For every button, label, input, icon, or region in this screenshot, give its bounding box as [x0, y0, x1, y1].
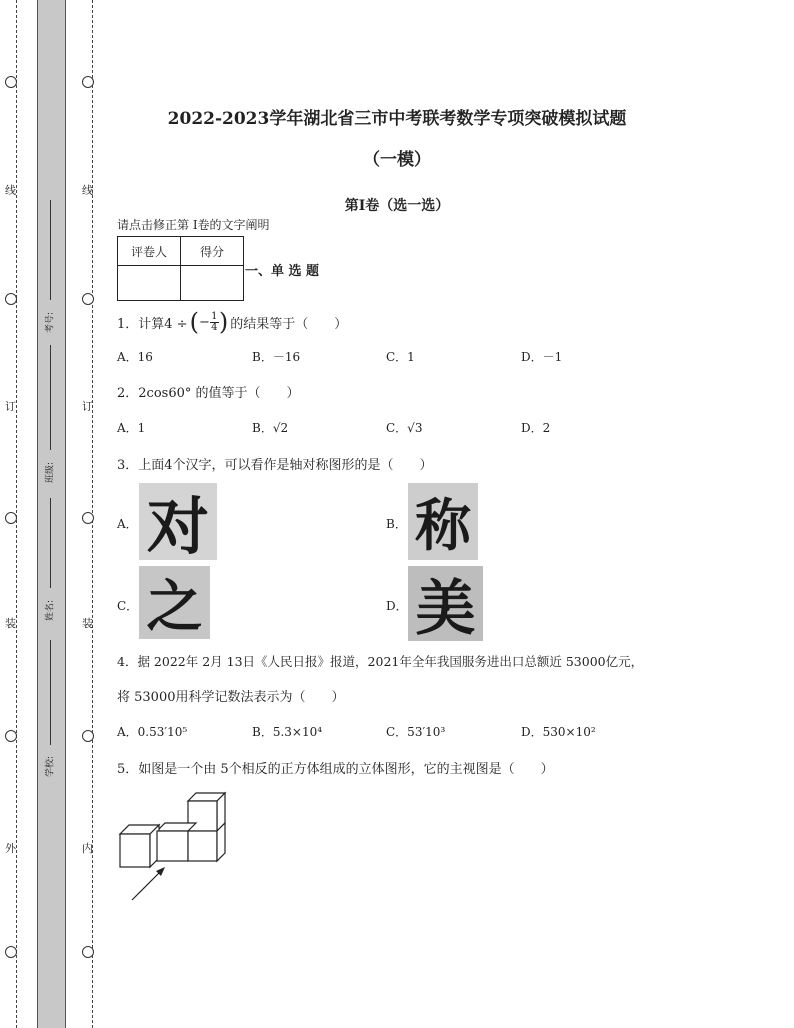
- section-title: 第I卷（选一选）: [344, 198, 450, 214]
- margin-char-nei: 内: [82, 842, 93, 855]
- binding-hole: [5, 293, 17, 305]
- question-1-suffix: 的结果等于（ ）: [230, 316, 348, 332]
- margin-char-wai: 外: [5, 842, 16, 855]
- margin-char-zhuang-outer: 装: [5, 617, 16, 630]
- question-1-fraction: ( − $\frac{1}{4}$ ): [189, 308, 229, 336]
- question-2: 2．2cos60° 的值等于（ ）: [117, 386, 300, 401]
- binding-hole: [82, 293, 94, 305]
- fraction-numerator: 1: [211, 310, 218, 322]
- q2-option-d[interactable]: D．2: [521, 421, 551, 435]
- field-line-school: [50, 640, 51, 745]
- margin-char-xian-inner: 线: [82, 184, 93, 197]
- binding-hole: [82, 730, 94, 742]
- question-3: 3．上面4个汉字，可以看作是轴对称图形的是（ ）: [117, 458, 433, 473]
- margin-char-ding-inner: 订: [82, 400, 93, 413]
- q3-option-c[interactable]: C．: [117, 599, 139, 613]
- q3-option-d[interactable]: D．: [386, 599, 408, 613]
- binding-hole: [5, 76, 17, 88]
- binding-hole: [82, 946, 94, 958]
- question-1: [117, 308, 347, 336]
- q1-option-c[interactable]: C．1: [386, 350, 415, 364]
- fraction-denominator: 4: [211, 321, 218, 333]
- binding-hole: [82, 512, 94, 524]
- cube-middle-front: [157, 831, 188, 861]
- binding-hole: [82, 76, 94, 88]
- q3-glyph-zhi-image: 之: [139, 566, 210, 639]
- cube-right-front: [188, 831, 217, 861]
- q1-option-a[interactable]: A．16: [117, 350, 153, 364]
- q3-glyph-mei-image: 美: [408, 566, 483, 641]
- grade-table-header-score: 得分: [181, 237, 244, 266]
- field-line-exam-number: [50, 200, 51, 300]
- field-label-name: 姓名:: [45, 599, 56, 622]
- q4-option-d[interactable]: D．530×10²: [521, 725, 596, 739]
- margin-char-zhuang-inner: 装: [82, 617, 93, 630]
- margin-char-ding-outer: 订: [5, 400, 16, 413]
- grade-table-header-grader: 评卷人: [118, 237, 181, 266]
- binding-hole: [5, 730, 17, 742]
- field-label-class: 班级:: [45, 461, 56, 484]
- q4-option-c[interactable]: C．53′10³: [386, 725, 446, 739]
- field-line-name: [50, 498, 51, 588]
- question-1-prefix: 1．计算4 ÷: [117, 316, 188, 332]
- grade-table: [117, 236, 244, 301]
- page-subtitle: （一模）: [363, 150, 431, 170]
- instruction-text: 请点击修正第 I卷的文字阐明: [117, 218, 270, 232]
- q3-glyph-dui-image: 对: [139, 483, 217, 560]
- q1-option-d[interactable]: D．－1: [521, 350, 563, 364]
- page-title: 2022-2023学年湖北省三市中考联考数学专项突破模拟试题: [167, 109, 627, 129]
- q3-glyph-cheng-image: 称: [408, 483, 478, 560]
- field-line-class: [50, 345, 51, 450]
- q3-option-b[interactable]: B．: [386, 517, 407, 531]
- q2-option-c[interactable]: C．√3: [386, 421, 423, 435]
- q4-option-a[interactable]: A．0.53′10⁵: [117, 725, 188, 739]
- view-arrow-line: [132, 870, 162, 900]
- q1-option-b[interactable]: B．－16: [252, 350, 301, 364]
- part-title: 一、单 选 题: [245, 264, 320, 279]
- grade-table-cell-score: [181, 266, 244, 301]
- grade-table-cell-grader: [118, 266, 181, 301]
- q4-option-b[interactable]: B．5.3×10⁴: [252, 725, 323, 739]
- question-4-line1: 4．据 2022年 2月 13日《人民日报》报道，2021年全年我国服务进出口总额近 53000亿元，: [117, 654, 644, 669]
- cube-drawing: [120, 793, 225, 867]
- question-5: 5．如图是一个由 5个相反的正方体组成的立体图形，它的主视图是（ ）: [117, 762, 554, 777]
- field-label-school: 学校:: [45, 755, 56, 778]
- cube-left-front: [120, 834, 150, 867]
- q2-option-a[interactable]: A．1: [117, 421, 146, 435]
- binding-hole: [5, 946, 17, 958]
- q2-option-b[interactable]: B．√2: [252, 421, 289, 435]
- field-label-exam-number: 考号:: [45, 311, 56, 334]
- q3-option-a[interactable]: A．: [117, 517, 138, 531]
- binding-hole: [5, 512, 17, 524]
- cube-solid-figure: [110, 788, 240, 908]
- question-4-line2: 将 53000用科学记数法表示为（ ）: [117, 690, 345, 705]
- margin-char-xian-outer: 线: [5, 184, 16, 197]
